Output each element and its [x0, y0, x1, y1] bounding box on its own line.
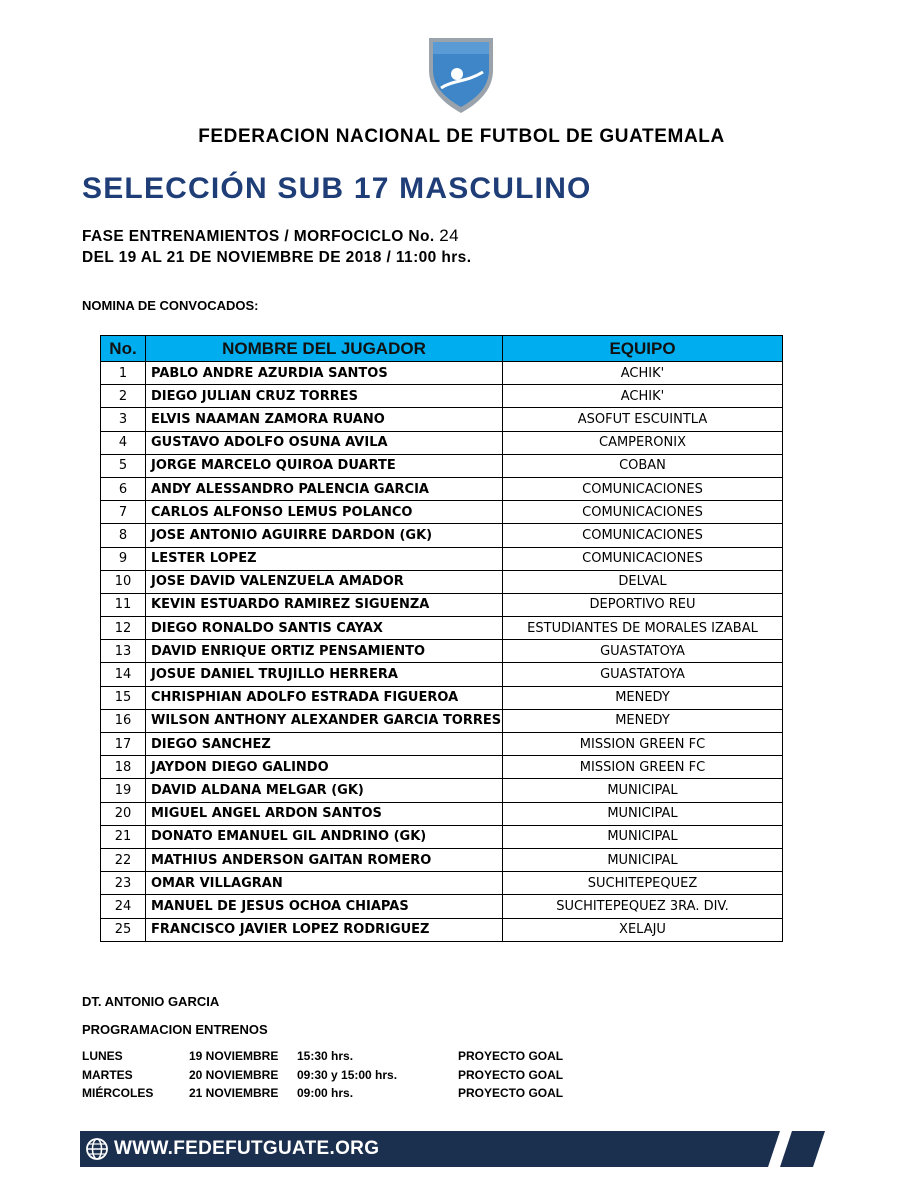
dates-line: DEL 19 AL 21 DE NOVIEMBRE DE 2018 / 11:00 hrs. — [82, 249, 472, 266]
table-row — [101, 617, 783, 640]
cell-name: CARLOS ALFONSO LEMUS POLANCO — [146, 501, 503, 524]
cell-name: MANUEL DE JESUS OCHOA CHIAPAS — [146, 895, 503, 918]
cell-team: GUASTATOYA — [503, 663, 783, 686]
cell-name: FRANCISCO JAVIER LOPEZ RODRIGUEZ — [146, 918, 503, 941]
header-name: NOMBRE DEL JUGADOR — [146, 336, 503, 362]
footer-url-link[interactable]: WWW.FEDEFUTGUATE.ORG — [114, 1138, 380, 1159]
cell-team: COMUNICACIONES — [503, 501, 783, 524]
coach-name: DT. ANTONIO GARCIA — [82, 994, 220, 1009]
cell-name: ANDY ALESSANDRO PALENCIA GARCIA — [146, 477, 503, 500]
cell-no: 3 — [101, 408, 146, 431]
cell-no: 9 — [101, 547, 146, 570]
schedule-row — [82, 1068, 682, 1087]
cell-no: 17 — [101, 733, 146, 756]
cell-name: DIEGO JULIAN CRUZ TORRES — [146, 385, 503, 408]
roster-table — [100, 335, 783, 942]
schedule-time: 09:30 y 15:00 hrs. — [297, 1067, 398, 1082]
cell-no: 12 — [101, 617, 146, 640]
table-row — [101, 408, 783, 431]
schedule-day: MARTES — [82, 1067, 133, 1082]
cell-name: DIEGO RONALDO SANTIS CAYAX — [146, 617, 503, 640]
table-row — [101, 709, 783, 732]
schedule-day: MIÉRCOLES — [82, 1086, 154, 1100]
cell-no: 22 — [101, 848, 146, 871]
cell-team: XELAJU — [503, 918, 783, 941]
cell-no: 5 — [101, 454, 146, 477]
cell-team: MENEDY — [503, 709, 783, 732]
cell-name: MATHIUS ANDERSON GAITAN ROMERO — [146, 848, 503, 871]
cell-name: WILSON ANTHONY ALEXANDER GARCIA TORRES — [146, 709, 503, 732]
cell-name: ELVIS NAAMAN ZAMORA RUANO — [146, 408, 503, 431]
cell-team: COMUNICACIONES — [503, 524, 783, 547]
cell-team: MISSION GREEN FC — [503, 756, 783, 779]
cell-team: GUASTATOYA — [503, 640, 783, 663]
footer-banner — [80, 1131, 825, 1167]
cell-name: DAVID ENRIQUE ORTIZ PENSAMIENTO — [146, 640, 503, 663]
cell-no: 7 — [101, 501, 146, 524]
table-row — [101, 872, 783, 895]
cell-no: 10 — [101, 570, 146, 593]
cell-team: SUCHITEPEQUEZ 3RA. DIV. — [503, 895, 783, 918]
cell-team: MUNICIPAL — [503, 825, 783, 848]
table-row — [101, 848, 783, 871]
cell-name: DONATO EMANUEL GIL ANDRINO (GK) — [146, 825, 503, 848]
cell-no: 15 — [101, 686, 146, 709]
table-row — [101, 825, 783, 848]
table-row — [101, 570, 783, 593]
cell-no: 13 — [101, 640, 146, 663]
schedule-place: PROYECTO GOAL — [458, 1049, 564, 1063]
cell-team: SUCHITEPEQUEZ — [503, 872, 783, 895]
cell-team: DEPORTIVO REU — [503, 593, 783, 616]
table-row — [101, 686, 783, 709]
table-row — [101, 802, 783, 825]
cell-name: JOSUE DANIEL TRUJILLO HERRERA — [146, 663, 503, 686]
cell-name: JOSE DAVID VALENZUELA AMADOR — [146, 570, 503, 593]
schedule-list — [82, 1049, 682, 1105]
cell-name: JORGE MARCELO QUIROA DUARTE — [146, 454, 503, 477]
cell-no: 23 — [101, 872, 146, 895]
globe-icon — [85, 1137, 109, 1161]
schedule-row — [82, 1049, 682, 1068]
cell-team: COMUNICACIONES — [503, 477, 783, 500]
cell-team: CAMPERONIX — [503, 431, 783, 454]
header-team: EQUIPO — [503, 336, 783, 362]
cell-no: 16 — [101, 709, 146, 732]
cell-team: MENEDY — [503, 686, 783, 709]
cell-name: DAVID ALDANA MELGAR (GK) — [146, 779, 503, 802]
federation-logo — [427, 36, 495, 114]
cell-no: 11 — [101, 593, 146, 616]
table-row — [101, 640, 783, 663]
programacion-title: PROGRAMACION ENTRENOS — [82, 1022, 268, 1037]
cell-name: GUSTAVO ADOLFO OSUNA AVILA — [146, 431, 503, 454]
cell-team: ESTUDIANTES DE MORALES IZABAL — [503, 617, 783, 640]
shield-logo-icon — [427, 36, 495, 114]
cell-team: MISSION GREEN FC — [503, 733, 783, 756]
table-row — [101, 477, 783, 500]
cell-team: COMUNICACIONES — [503, 547, 783, 570]
schedule-day: LUNES — [82, 1049, 123, 1063]
page-title: SELECCIÓN SUB 17 MASCULINO — [82, 172, 592, 205]
header-no: No. — [101, 336, 146, 362]
cell-name: JOSE ANTONIO AGUIRRE DARDON (GK) — [146, 524, 503, 547]
cell-no: 4 — [101, 431, 146, 454]
cell-team: ASOFUT ESCUINTLA — [503, 408, 783, 431]
cell-no: 20 — [101, 802, 146, 825]
roster-header-row — [101, 336, 783, 362]
phase-label: FASE ENTRENAMIENTOS / MORFOCICLO No. — [82, 228, 435, 245]
schedule-date: 20 NOVIEMBRE — [189, 1067, 279, 1082]
table-row — [101, 454, 783, 477]
cell-no: 18 — [101, 756, 146, 779]
cell-team: MUNICIPAL — [503, 848, 783, 871]
table-row — [101, 547, 783, 570]
table-row — [101, 918, 783, 941]
cell-no: 2 — [101, 385, 146, 408]
table-row — [101, 733, 783, 756]
cell-name: CHRISPHIAN ADOLFO ESTRADA FIGUEROA — [146, 686, 503, 709]
cell-team: ACHIK' — [503, 362, 783, 385]
table-row — [101, 431, 783, 454]
cell-name: OMAR VILLAGRAN — [146, 872, 503, 895]
cell-no: 14 — [101, 663, 146, 686]
cell-team: MUNICIPAL — [503, 779, 783, 802]
nomina-label: NOMINA DE CONVOCADOS: — [82, 298, 259, 313]
cell-name: PABLO ANDRE AZURDIA SANTOS — [146, 362, 503, 385]
federation-heading: FEDERACION NACIONAL DE FUTBOL DE GUATEMALA — [198, 126, 725, 147]
table-row — [101, 756, 783, 779]
cell-no: 25 — [101, 918, 146, 941]
cell-name: MIGUEL ANGEL ARDON SANTOS — [146, 802, 503, 825]
cell-name: DIEGO SANCHEZ — [146, 733, 503, 756]
schedule-time: 09:00 hrs. — [297, 1086, 354, 1100]
table-row — [101, 524, 783, 547]
table-row — [101, 501, 783, 524]
cell-team: DELVAL — [503, 570, 783, 593]
schedule-date: 19 NOVIEMBRE — [189, 1049, 279, 1063]
schedule-time: 15:30 hrs. — [297, 1049, 354, 1063]
table-row — [101, 593, 783, 616]
cell-no: 8 — [101, 524, 146, 547]
cell-team: COBAN — [503, 454, 783, 477]
table-row — [101, 362, 783, 385]
table-row — [101, 385, 783, 408]
cell-no: 24 — [101, 895, 146, 918]
cell-no: 19 — [101, 779, 146, 802]
phase-number: 24 — [439, 226, 459, 245]
cell-name: LESTER LOPEZ — [146, 547, 503, 570]
roster-body — [101, 362, 783, 942]
schedule-place: PROYECTO GOAL — [458, 1086, 564, 1100]
table-row — [101, 663, 783, 686]
cell-team: ACHIK' — [503, 385, 783, 408]
table-row — [101, 895, 783, 918]
schedule-place: PROYECTO GOAL — [458, 1067, 564, 1082]
cell-name: KEVIN ESTUARDO RAMIREZ SIGUENZA — [146, 593, 503, 616]
cell-team: MUNICIPAL — [503, 802, 783, 825]
table-row — [101, 779, 783, 802]
phase-line — [82, 226, 459, 246]
cell-no: 21 — [101, 825, 146, 848]
cell-name: JAYDON DIEGO GALINDO — [146, 756, 503, 779]
schedule-date: 21 NOVIEMBRE — [189, 1086, 279, 1100]
schedule-row — [82, 1086, 682, 1105]
cell-no: 1 — [101, 362, 146, 385]
cell-no: 6 — [101, 477, 146, 500]
